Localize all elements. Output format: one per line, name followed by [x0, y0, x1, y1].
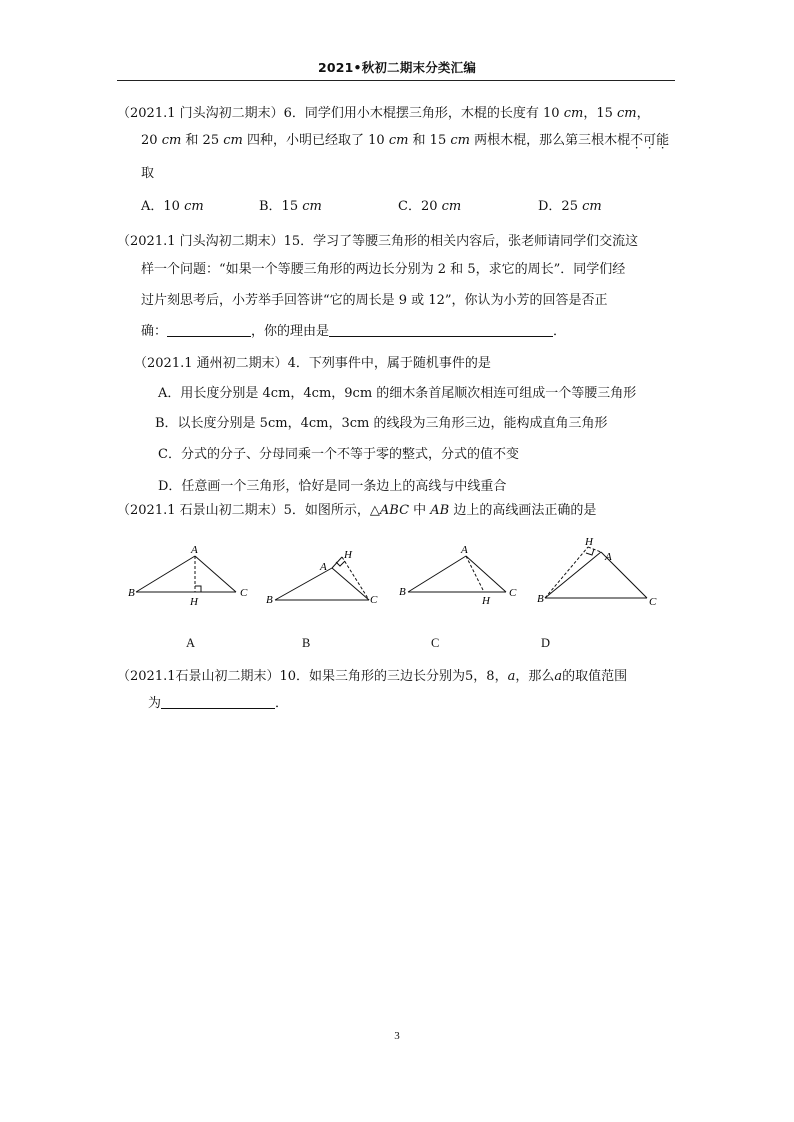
q4-option-d[interactable]: D．任意画一个三角形，恰好是同一条边上的高线与中线重合: [158, 479, 507, 494]
label-b: B: [128, 587, 135, 599]
emphasis-char: 可: [643, 133, 657, 148]
q15-line-2: 样一个问题：“如果一个等腰三角形的两边长分别为 2 和 5，求它的周长”．同学们经: [141, 262, 626, 277]
caption-c[interactable]: C: [431, 636, 440, 650]
label-c: C: [509, 587, 517, 599]
q6-line-3: 取: [141, 166, 155, 181]
page-number: 3: [394, 1030, 400, 1042]
label-h: H: [190, 596, 198, 608]
q6-option-c[interactable]: C．20 cm: [398, 199, 462, 214]
label-c: C: [240, 587, 248, 599]
label-a: A: [191, 544, 198, 556]
label-a: A: [605, 551, 612, 563]
q6-option-d[interactable]: D．25 cm: [538, 199, 602, 214]
emphasis-char: 不: [630, 133, 644, 148]
label-b: B: [266, 594, 273, 606]
q10-line-2: 为 ．: [148, 696, 289, 711]
caption-d[interactable]: D: [541, 636, 551, 650]
q5-stem: （2021.1 石景山初二期末）5．如图所示，△ABC 中 AB 边上的高线画法正确的是: [117, 503, 597, 518]
label-c: C: [649, 596, 657, 608]
label-c: C: [370, 594, 378, 606]
figure-a: [136, 556, 236, 592]
label-h: H: [585, 536, 593, 548]
label-h: H: [482, 595, 490, 607]
q6-line-1: （2021.1 门头沟初二期末）6．同学们用小木棍摆三角形，木棍的长度有 10 cm，15 cm，: [117, 106, 650, 121]
q6-option-a[interactable]: A．10 cm: [141, 199, 204, 214]
q4-option-b[interactable]: B．以长度分别是 5cm，4cm，3cm 的线段为三角形三边，能构成直角三角形: [155, 416, 608, 431]
figure-c: [408, 556, 506, 592]
q15-line-4: 确： ，你的理由是 ．: [141, 324, 567, 339]
q10-line-1: （2021.1石景山初二期末）10．如果三角形的三边长分别为5，8，a，那么a的取值范围: [117, 669, 628, 684]
figure-d: [545, 547, 647, 598]
range-blank[interactable]: [161, 696, 275, 709]
q4-option-a[interactable]: A．用长度分别是 4cm，4cm，9cm 的细木条首尾顺次相连可组成一个等腰三角形: [158, 386, 637, 401]
label-b: B: [399, 586, 406, 598]
q6-option-b[interactable]: B．15 cm: [259, 199, 322, 214]
header-title: 2021•秋初二期末分类汇编: [317, 60, 477, 75]
q4-option-c[interactable]: C．分式的分子、分母同乘一个不等于零的整式，分式的值不变: [158, 447, 519, 462]
q15-line-3: 过片刻思考后，小芳举手回答讲“它的周长是 9 或 12”，你认为小芳的回答是否正: [141, 293, 608, 308]
caption-b[interactable]: B: [302, 636, 311, 650]
label-h: H: [344, 549, 352, 561]
caption-a[interactable]: A: [186, 636, 196, 650]
emphasis-char: 能: [656, 133, 670, 148]
label-a: A: [461, 544, 468, 556]
q6-line-2: 20 cm 和 25 cm 四种，小明已经取了 10 cm 和 15 cm 两根木棍，那么第三根木棍不可能: [141, 133, 670, 148]
q4-stem: （2021.1 通州初二期末）4．下列事件中，属于随机事件的是: [134, 356, 491, 371]
label-b: B: [537, 593, 544, 605]
label-a: A: [320, 561, 327, 573]
q15-line-1: （2021.1 门头沟初二期末）15．学习了等腰三角形的相关内容后，张老师请同学们交流这: [117, 234, 639, 249]
